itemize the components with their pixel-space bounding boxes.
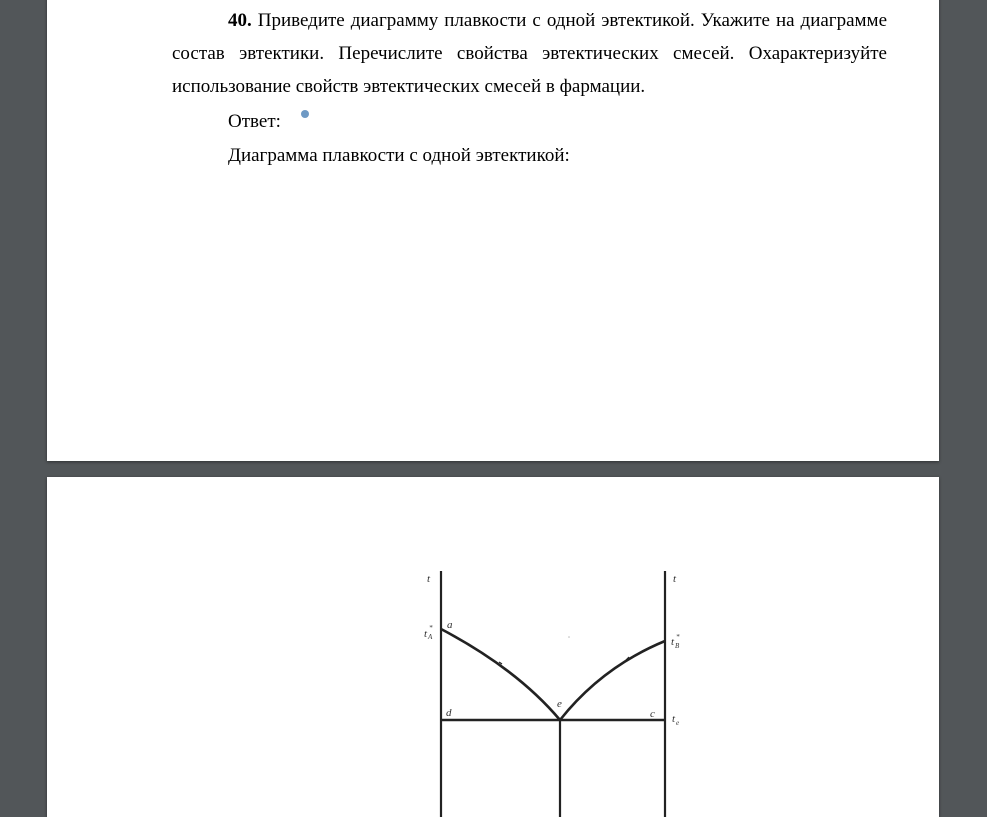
tB-superscript-mark: *	[676, 633, 680, 641]
point-d-label: d	[446, 707, 452, 719]
axis-left-label: t	[427, 573, 431, 585]
axis-right-label: t	[673, 573, 677, 585]
point-a-label: a	[447, 619, 453, 631]
pdf-page-2	[47, 477, 939, 817]
answer-label: Ответ:	[228, 111, 281, 132]
liquidus-curve-left	[441, 629, 560, 720]
point-c-label: c	[650, 708, 655, 720]
te-subscript: e	[676, 719, 680, 727]
question-text: Приведите диаграмму плавкости с одной эвтектикой. Укажите на диаграмме состав эвтектики. Перечислите свойства эвтектических смесей. Охарактеризуйте использование свойств эвтектических смесей в фармации.	[172, 10, 888, 97]
tB-label: t	[671, 636, 675, 648]
text-cursor-marker	[301, 110, 309, 118]
tA-superscript-mark: *	[429, 624, 433, 632]
pdf-page-1	[47, 0, 939, 461]
diagram-caption: Диаграмма плавкости с одной эвтектикой:	[228, 145, 570, 166]
point-e-label: e	[557, 698, 562, 710]
question-paragraph	[172, 4, 887, 103]
tB-subscript: B	[675, 642, 680, 650]
te-label: t	[672, 713, 676, 725]
tA-subscript: A	[428, 633, 433, 641]
tA-label: t	[424, 628, 428, 640]
question-number: 40.	[228, 10, 252, 31]
eutectic-phase-diagram	[47, 477, 939, 817]
scan-speck	[568, 636, 570, 638]
